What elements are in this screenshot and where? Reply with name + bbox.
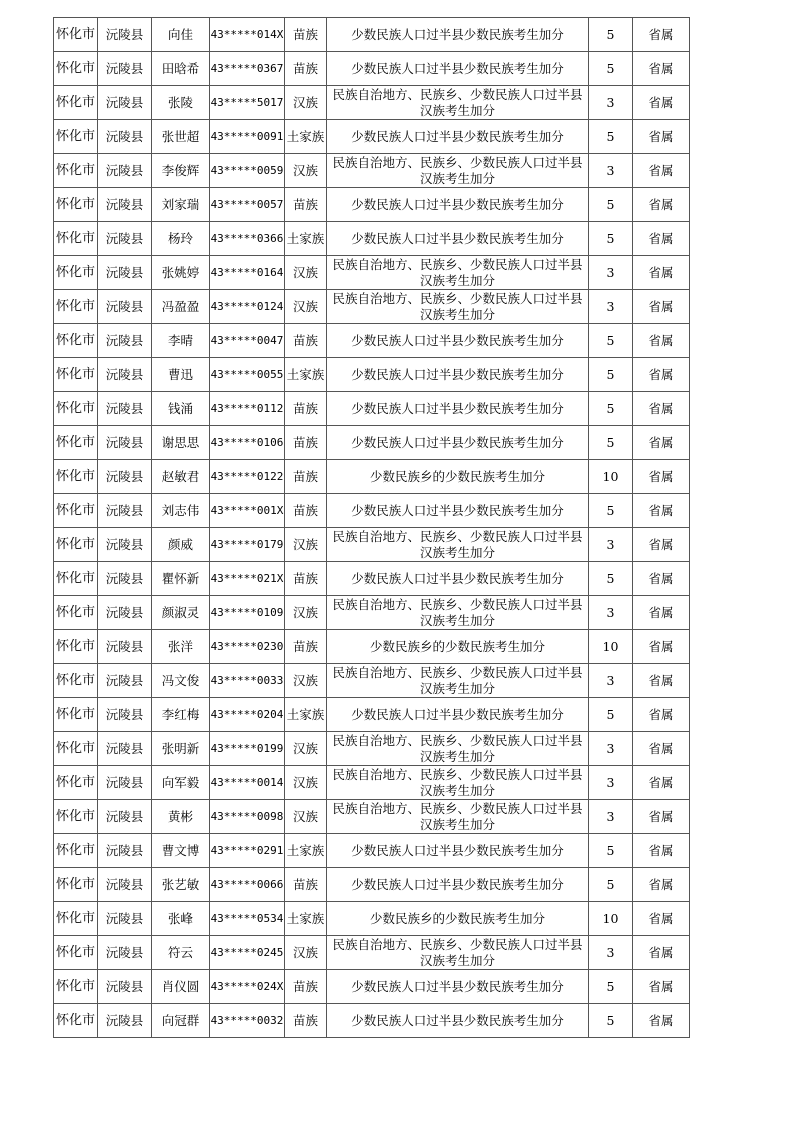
id-number-cell: 43*****0112 (210, 392, 285, 426)
county-cell: 沅陵县 (98, 120, 152, 154)
county-cell: 沅陵县 (98, 392, 152, 426)
bonus-points-cell: 5 (589, 392, 633, 426)
name-cell: 张陵 (152, 86, 210, 120)
table-row (54, 358, 690, 392)
bonus-reason-cell: 民族自治地方、民族乡、少数民族人口过半县汉族考生加分 (327, 766, 589, 800)
table-row (54, 936, 690, 970)
county-cell: 沅陵县 (98, 664, 152, 698)
ethnicity-cell: 苗族 (285, 18, 327, 52)
city-cell: 怀化市 (54, 936, 98, 970)
ethnicity-cell: 苗族 (285, 970, 327, 1004)
bonus-reason-cell: 民族自治地方、民族乡、少数民族人口过半县汉族考生加分 (327, 154, 589, 188)
table-row (54, 630, 690, 664)
name-cell: 钱涌 (152, 392, 210, 426)
name-cell: 黄彬 (152, 800, 210, 834)
ethnicity-cell: 汉族 (285, 256, 327, 290)
county-cell: 沅陵县 (98, 460, 152, 494)
ethnicity-cell: 土家族 (285, 222, 327, 256)
county-cell: 沅陵县 (98, 766, 152, 800)
ethnicity-cell: 土家族 (285, 698, 327, 732)
level-cell: 省属 (633, 494, 690, 528)
table-row (54, 460, 690, 494)
bonus-reason-cell: 少数民族人口过半县少数民族考生加分 (327, 52, 589, 86)
table-row (54, 52, 690, 86)
name-cell: 颜淑灵 (152, 596, 210, 630)
level-cell: 省属 (633, 256, 690, 290)
name-cell: 肖仪圆 (152, 970, 210, 1004)
ethnicity-cell: 苗族 (285, 324, 327, 358)
table-row (54, 834, 690, 868)
bonus-reason-cell: 少数民族乡的少数民族考生加分 (327, 460, 589, 494)
bonus-points-cell: 3 (589, 596, 633, 630)
table-row (54, 222, 690, 256)
bonus-reason-cell: 少数民族人口过半县少数民族考生加分 (327, 1004, 589, 1038)
city-cell: 怀化市 (54, 970, 98, 1004)
id-number-cell: 43*****0047 (210, 324, 285, 358)
id-number-cell: 43*****0124 (210, 290, 285, 324)
table-row (54, 562, 690, 596)
table-row (54, 732, 690, 766)
bonus-points-cell: 5 (589, 188, 633, 222)
bonus-reason-cell: 少数民族人口过半县少数民族考生加分 (327, 834, 589, 868)
bonus-points-cell: 3 (589, 766, 633, 800)
name-cell: 曹文博 (152, 834, 210, 868)
ethnicity-cell: 汉族 (285, 664, 327, 698)
bonus-reason-cell: 少数民族人口过半县少数民族考生加分 (327, 120, 589, 154)
county-cell: 沅陵县 (98, 596, 152, 630)
bonus-reason-cell: 民族自治地方、民族乡、少数民族人口过半县汉族考生加分 (327, 800, 589, 834)
id-number-cell: 43*****0055 (210, 358, 285, 392)
county-cell: 沅陵县 (98, 698, 152, 732)
table-row (54, 698, 690, 732)
name-cell: 向军毅 (152, 766, 210, 800)
level-cell: 省属 (633, 460, 690, 494)
county-cell: 沅陵县 (98, 494, 152, 528)
bonus-points-cell: 3 (589, 664, 633, 698)
city-cell: 怀化市 (54, 154, 98, 188)
city-cell: 怀化市 (54, 766, 98, 800)
bonus-reason-cell: 民族自治地方、民族乡、少数民族人口过半县汉族考生加分 (327, 664, 589, 698)
bonus-points-cell: 5 (589, 698, 633, 732)
id-number-cell: 43*****0032 (210, 1004, 285, 1038)
name-cell: 向冠群 (152, 1004, 210, 1038)
ethnicity-cell: 苗族 (285, 630, 327, 664)
table-row (54, 494, 690, 528)
level-cell: 省属 (633, 630, 690, 664)
city-cell: 怀化市 (54, 222, 98, 256)
table-row (54, 188, 690, 222)
city-cell: 怀化市 (54, 732, 98, 766)
ethnicity-cell: 汉族 (285, 766, 327, 800)
bonus-reason-cell: 少数民族人口过半县少数民族考生加分 (327, 494, 589, 528)
id-number-cell: 43*****0033 (210, 664, 285, 698)
name-cell: 李晴 (152, 324, 210, 358)
county-cell: 沅陵县 (98, 154, 152, 188)
city-cell: 怀化市 (54, 528, 98, 562)
level-cell: 省属 (633, 222, 690, 256)
table-row (54, 902, 690, 936)
bonus-points-cell: 10 (589, 630, 633, 664)
city-cell: 怀化市 (54, 902, 98, 936)
bonus-points-cell: 5 (589, 52, 633, 86)
ethnicity-cell: 土家族 (285, 834, 327, 868)
city-cell: 怀化市 (54, 460, 98, 494)
table-row (54, 664, 690, 698)
county-cell: 沅陵县 (98, 936, 152, 970)
ethnicity-cell: 汉族 (285, 936, 327, 970)
name-cell: 冯文俊 (152, 664, 210, 698)
id-number-cell: 43*****001X (210, 494, 285, 528)
city-cell: 怀化市 (54, 698, 98, 732)
name-cell: 杨玲 (152, 222, 210, 256)
name-cell: 曹迅 (152, 358, 210, 392)
level-cell: 省属 (633, 868, 690, 902)
bonus-reason-cell: 少数民族人口过半县少数民族考生加分 (327, 222, 589, 256)
city-cell: 怀化市 (54, 664, 98, 698)
name-cell: 颜威 (152, 528, 210, 562)
level-cell: 省属 (633, 392, 690, 426)
bonus-points-cell: 5 (589, 120, 633, 154)
bonus-points-cell: 5 (589, 1004, 633, 1038)
level-cell: 省属 (633, 732, 690, 766)
level-cell: 省属 (633, 120, 690, 154)
name-cell: 田晗希 (152, 52, 210, 86)
county-cell: 沅陵县 (98, 834, 152, 868)
bonus-points-cell: 10 (589, 902, 633, 936)
level-cell: 省属 (633, 290, 690, 324)
id-number-cell: 43*****5017 (210, 86, 285, 120)
id-number-cell: 43*****0091 (210, 120, 285, 154)
bonus-reason-cell: 民族自治地方、民族乡、少数民族人口过半县汉族考生加分 (327, 936, 589, 970)
table-row (54, 1004, 690, 1038)
level-cell: 省属 (633, 18, 690, 52)
id-number-cell: 43*****0204 (210, 698, 285, 732)
bonus-points-cell: 5 (589, 324, 633, 358)
city-cell: 怀化市 (54, 868, 98, 902)
county-cell: 沅陵县 (98, 800, 152, 834)
county-cell: 沅陵县 (98, 52, 152, 86)
level-cell: 省属 (633, 86, 690, 120)
county-cell: 沅陵县 (98, 902, 152, 936)
city-cell: 怀化市 (54, 18, 98, 52)
table-row (54, 766, 690, 800)
name-cell: 向佳 (152, 18, 210, 52)
name-cell: 张艺敏 (152, 868, 210, 902)
ethnicity-cell: 汉族 (285, 528, 327, 562)
bonus-points-cell: 3 (589, 154, 633, 188)
id-number-cell: 43*****0179 (210, 528, 285, 562)
city-cell: 怀化市 (54, 120, 98, 154)
city-cell: 怀化市 (54, 290, 98, 324)
level-cell: 省属 (633, 426, 690, 460)
county-cell: 沅陵县 (98, 1004, 152, 1038)
county-cell: 沅陵县 (98, 630, 152, 664)
name-cell: 符云 (152, 936, 210, 970)
county-cell: 沅陵县 (98, 256, 152, 290)
id-number-cell: 43*****0230 (210, 630, 285, 664)
level-cell: 省属 (633, 834, 690, 868)
city-cell: 怀化市 (54, 800, 98, 834)
city-cell: 怀化市 (54, 494, 98, 528)
bonus-reason-cell: 少数民族人口过半县少数民族考生加分 (327, 562, 589, 596)
id-number-cell: 43*****0534 (210, 902, 285, 936)
table-row (54, 324, 690, 358)
table-row (54, 290, 690, 324)
county-cell: 沅陵县 (98, 290, 152, 324)
table-row (54, 154, 690, 188)
name-cell: 张峰 (152, 902, 210, 936)
id-number-cell: 43*****0164 (210, 256, 285, 290)
city-cell: 怀化市 (54, 188, 98, 222)
id-number-cell: 43*****0098 (210, 800, 285, 834)
city-cell: 怀化市 (54, 630, 98, 664)
ethnicity-cell: 汉族 (285, 800, 327, 834)
table-row (54, 86, 690, 120)
city-cell: 怀化市 (54, 324, 98, 358)
city-cell: 怀化市 (54, 52, 98, 86)
table-row (54, 120, 690, 154)
county-cell: 沅陵县 (98, 358, 152, 392)
city-cell: 怀化市 (54, 358, 98, 392)
table-row (54, 800, 690, 834)
county-cell: 沅陵县 (98, 188, 152, 222)
table-body (54, 18, 690, 1038)
level-cell: 省属 (633, 324, 690, 358)
level-cell: 省属 (633, 154, 690, 188)
table-row (54, 868, 690, 902)
bonus-points-cell: 5 (589, 970, 633, 1004)
bonus-points-cell: 10 (589, 460, 633, 494)
level-cell: 省属 (633, 52, 690, 86)
bonus-reason-cell: 少数民族人口过半县少数民族考生加分 (327, 970, 589, 1004)
name-cell: 冯盈盈 (152, 290, 210, 324)
level-cell: 省属 (633, 902, 690, 936)
ethnicity-cell: 汉族 (285, 154, 327, 188)
ethnicity-cell: 汉族 (285, 290, 327, 324)
county-cell: 沅陵县 (98, 562, 152, 596)
id-number-cell: 43*****0109 (210, 596, 285, 630)
county-cell: 沅陵县 (98, 970, 152, 1004)
name-cell: 张洋 (152, 630, 210, 664)
ethnicity-cell: 苗族 (285, 562, 327, 596)
bonus-reason-cell: 民族自治地方、民族乡、少数民族人口过半县汉族考生加分 (327, 732, 589, 766)
bonus-reason-cell: 少数民族人口过半县少数民族考生加分 (327, 324, 589, 358)
ethnicity-cell: 苗族 (285, 494, 327, 528)
name-cell: 张姚婷 (152, 256, 210, 290)
level-cell: 省属 (633, 1004, 690, 1038)
ethnicity-cell: 苗族 (285, 392, 327, 426)
city-cell: 怀化市 (54, 1004, 98, 1038)
id-number-cell: 43*****0014 (210, 766, 285, 800)
name-cell: 谢思思 (152, 426, 210, 460)
bonus-points-cell: 5 (589, 562, 633, 596)
city-cell: 怀化市 (54, 834, 98, 868)
table-row (54, 970, 690, 1004)
id-number-cell: 43*****014X (210, 18, 285, 52)
name-cell: 赵敏君 (152, 460, 210, 494)
level-cell: 省属 (633, 188, 690, 222)
table-row (54, 426, 690, 460)
ethnicity-cell: 汉族 (285, 86, 327, 120)
bonus-points-cell: 5 (589, 18, 633, 52)
city-cell: 怀化市 (54, 562, 98, 596)
bonus-reason-cell: 少数民族人口过半县少数民族考生加分 (327, 392, 589, 426)
level-cell: 省属 (633, 800, 690, 834)
bonus-points-cell: 5 (589, 494, 633, 528)
level-cell: 省属 (633, 596, 690, 630)
bonus-points-cell: 5 (589, 834, 633, 868)
county-cell: 沅陵县 (98, 86, 152, 120)
ethnicity-cell: 土家族 (285, 120, 327, 154)
name-cell: 李俊辉 (152, 154, 210, 188)
id-number-cell: 43*****0106 (210, 426, 285, 460)
bonus-points-table (53, 17, 690, 1038)
name-cell: 张明新 (152, 732, 210, 766)
id-number-cell: 43*****0199 (210, 732, 285, 766)
bonus-points-cell: 5 (589, 222, 633, 256)
name-cell: 李红梅 (152, 698, 210, 732)
ethnicity-cell: 苗族 (285, 188, 327, 222)
level-cell: 省属 (633, 528, 690, 562)
bonus-reason-cell: 少数民族乡的少数民族考生加分 (327, 902, 589, 936)
bonus-reason-cell: 民族自治地方、民族乡、少数民族人口过半县汉族考生加分 (327, 528, 589, 562)
id-number-cell: 43*****0245 (210, 936, 285, 970)
bonus-reason-cell: 少数民族人口过半县少数民族考生加分 (327, 698, 589, 732)
bonus-points-cell: 3 (589, 256, 633, 290)
ethnicity-cell: 土家族 (285, 358, 327, 392)
id-number-cell: 43*****024X (210, 970, 285, 1004)
county-cell: 沅陵县 (98, 222, 152, 256)
table-row (54, 392, 690, 426)
table-row (54, 596, 690, 630)
ethnicity-cell: 苗族 (285, 52, 327, 86)
ethnicity-cell: 土家族 (285, 902, 327, 936)
ethnicity-cell: 汉族 (285, 596, 327, 630)
bonus-reason-cell: 少数民族人口过半县少数民族考生加分 (327, 358, 589, 392)
county-cell: 沅陵县 (98, 426, 152, 460)
county-cell: 沅陵县 (98, 732, 152, 766)
table-row (54, 256, 690, 290)
id-number-cell: 43*****0066 (210, 868, 285, 902)
county-cell: 沅陵县 (98, 868, 152, 902)
id-number-cell: 43*****0122 (210, 460, 285, 494)
level-cell: 省属 (633, 970, 690, 1004)
bonus-points-cell: 5 (589, 426, 633, 460)
bonus-points-cell: 3 (589, 290, 633, 324)
bonus-reason-cell: 少数民族人口过半县少数民族考生加分 (327, 188, 589, 222)
bonus-points-cell: 5 (589, 358, 633, 392)
level-cell: 省属 (633, 358, 690, 392)
name-cell: 刘志伟 (152, 494, 210, 528)
table-row (54, 528, 690, 562)
county-cell: 沅陵县 (98, 528, 152, 562)
ethnicity-cell: 汉族 (285, 732, 327, 766)
level-cell: 省属 (633, 766, 690, 800)
city-cell: 怀化市 (54, 392, 98, 426)
id-number-cell: 43*****0367 (210, 52, 285, 86)
bonus-points-cell: 3 (589, 732, 633, 766)
bonus-reason-cell: 民族自治地方、民族乡、少数民族人口过半县汉族考生加分 (327, 86, 589, 120)
city-cell: 怀化市 (54, 86, 98, 120)
bonus-reason-cell: 少数民族乡的少数民族考生加分 (327, 630, 589, 664)
level-cell: 省属 (633, 562, 690, 596)
name-cell: 张世超 (152, 120, 210, 154)
id-number-cell: 43*****0057 (210, 188, 285, 222)
county-cell: 沅陵县 (98, 324, 152, 358)
bonus-reason-cell: 民族自治地方、民族乡、少数民族人口过半县汉族考生加分 (327, 596, 589, 630)
level-cell: 省属 (633, 698, 690, 732)
ethnicity-cell: 苗族 (285, 1004, 327, 1038)
county-cell: 沅陵县 (98, 18, 152, 52)
bonus-points-cell: 3 (589, 800, 633, 834)
bonus-reason-cell: 民族自治地方、民族乡、少数民族人口过半县汉族考生加分 (327, 256, 589, 290)
bonus-points-cell: 5 (589, 868, 633, 902)
ethnicity-cell: 苗族 (285, 460, 327, 494)
bonus-points-cell: 3 (589, 86, 633, 120)
id-number-cell: 43*****0291 (210, 834, 285, 868)
bonus-reason-cell: 少数民族人口过半县少数民族考生加分 (327, 18, 589, 52)
name-cell: 刘家瑞 (152, 188, 210, 222)
id-number-cell: 43*****0366 (210, 222, 285, 256)
bonus-reason-cell: 少数民族人口过半县少数民族考生加分 (327, 868, 589, 902)
bonus-reason-cell: 少数民族人口过半县少数民族考生加分 (327, 426, 589, 460)
bonus-points-cell: 3 (589, 936, 633, 970)
bonus-points-cell: 3 (589, 528, 633, 562)
id-number-cell: 43*****0059 (210, 154, 285, 188)
city-cell: 怀化市 (54, 256, 98, 290)
level-cell: 省属 (633, 936, 690, 970)
ethnicity-cell: 苗族 (285, 868, 327, 902)
bonus-reason-cell: 民族自治地方、民族乡、少数民族人口过半县汉族考生加分 (327, 290, 589, 324)
id-number-cell: 43*****021X (210, 562, 285, 596)
table-row (54, 18, 690, 52)
city-cell: 怀化市 (54, 426, 98, 460)
city-cell: 怀化市 (54, 596, 98, 630)
name-cell: 瞿怀新 (152, 562, 210, 596)
level-cell: 省属 (633, 664, 690, 698)
ethnicity-cell: 苗族 (285, 426, 327, 460)
